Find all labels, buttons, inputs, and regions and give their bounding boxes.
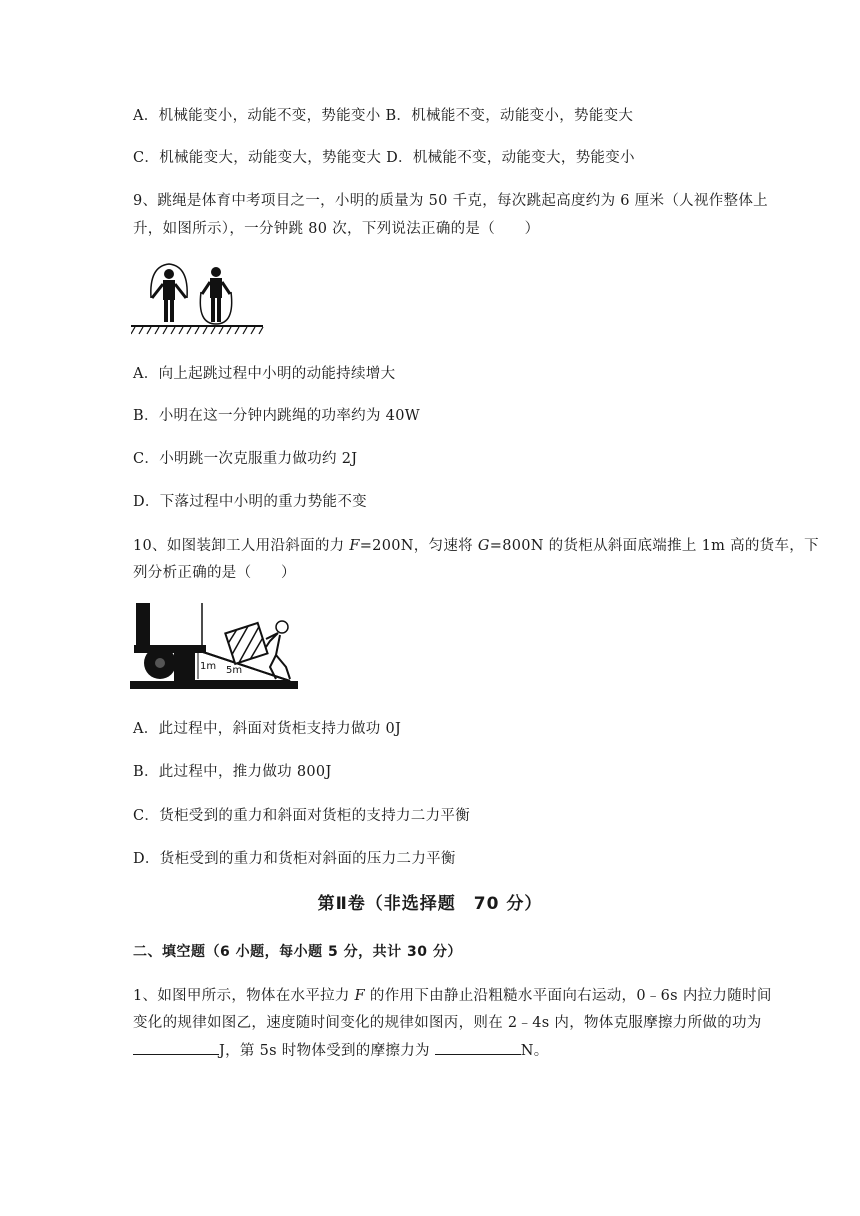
fill1-line1 [133,986,772,1006]
subsection-heading: 二、填空题（6 小题，每小题 5 分，共计 30 分） [133,944,462,960]
q10-option-a: A．此过程中，斜面对货柜支持力做功 0J [133,721,402,737]
q10-option-d: D．货柜受到的重力和货柜对斜面的压力二力平衡 [133,851,456,867]
q9-stem-line1: 9、跳绳是体育中考项目之一，小明的质量为 50 千克，每次跳起高度约为 6 厘米（人视作整体上 [133,193,768,209]
fig-height-label: 1m [200,661,217,672]
q9-option-d: D．下落过程中小明的重力势能不变 [133,494,367,510]
section-title: 第Ⅱ卷（非选择题 70 分） [317,894,543,914]
rope-jumping-figure [131,258,265,338]
fill1-line3 [133,1040,549,1061]
q10-option-b: B．此过程中，推力做功 800J [133,764,332,780]
q8-option-cd: C．机械能变大，动能变大，势能变大 D．机械能不变，动能变大，势能变小 [133,150,635,166]
q10-stem-line1 [133,536,819,556]
q10-stem-prefix: 10、如图装卸工人用沿斜面的力 [133,538,350,554]
fill1-line1-rest: 的作用下由静止沿粗糙水平面向右运动，0﹣6s 内拉力随时间 [365,988,772,1004]
answer-blank-1[interactable] [133,1040,219,1055]
q10-force-val: =200N，匀速将 [359,538,478,554]
incline-truck-figure [130,601,300,693]
q9-stem-line2: 升，如图所示），一分钟跳 80 次，下列说法正确的是（ ） [133,221,540,237]
fill1-force-var: F [354,988,366,1004]
answer-blank-2[interactable] [435,1040,521,1055]
q9-option-b: B．小明在这一分钟内跳绳的功率约为 40W [133,408,420,424]
fill1-line1-prefix: 1、如图甲所示，物体在水平拉力 [133,988,355,1004]
fig-slope-label: 5m [226,665,243,676]
fill1-line3-end: N。 [520,1043,549,1059]
q10-stem-rest: =800N 的货柜从斜面底端推上 1m 高的货车，下 [489,538,819,554]
q8-option-ab: A．机械能变小，动能不变，势能变小 B．机械能不变，动能变小，势能变大 [133,108,634,124]
fill1-line3-mid: J，第 5s 时物体受到的摩擦力为 [219,1043,435,1059]
q10-force-var: F [349,538,360,554]
q9-option-c: C．小明跳一次克服重力做功约 2J [133,451,358,467]
q10-weight-var: G [477,538,490,554]
q9-option-a: A．向上起跳过程中小明的动能持续增大 [133,366,396,382]
q10-option-c: C．货柜受到的重力和斜面对货柜的支持力二力平衡 [133,808,470,824]
q10-stem-line2: 列分析正确的是（ ） [133,565,296,581]
fill1-line2: 变化的规律如图乙，速度随时间变化的规律如图丙，则在 2﹣4s 内，物体克服摩擦力所做的功为 [133,1015,762,1031]
